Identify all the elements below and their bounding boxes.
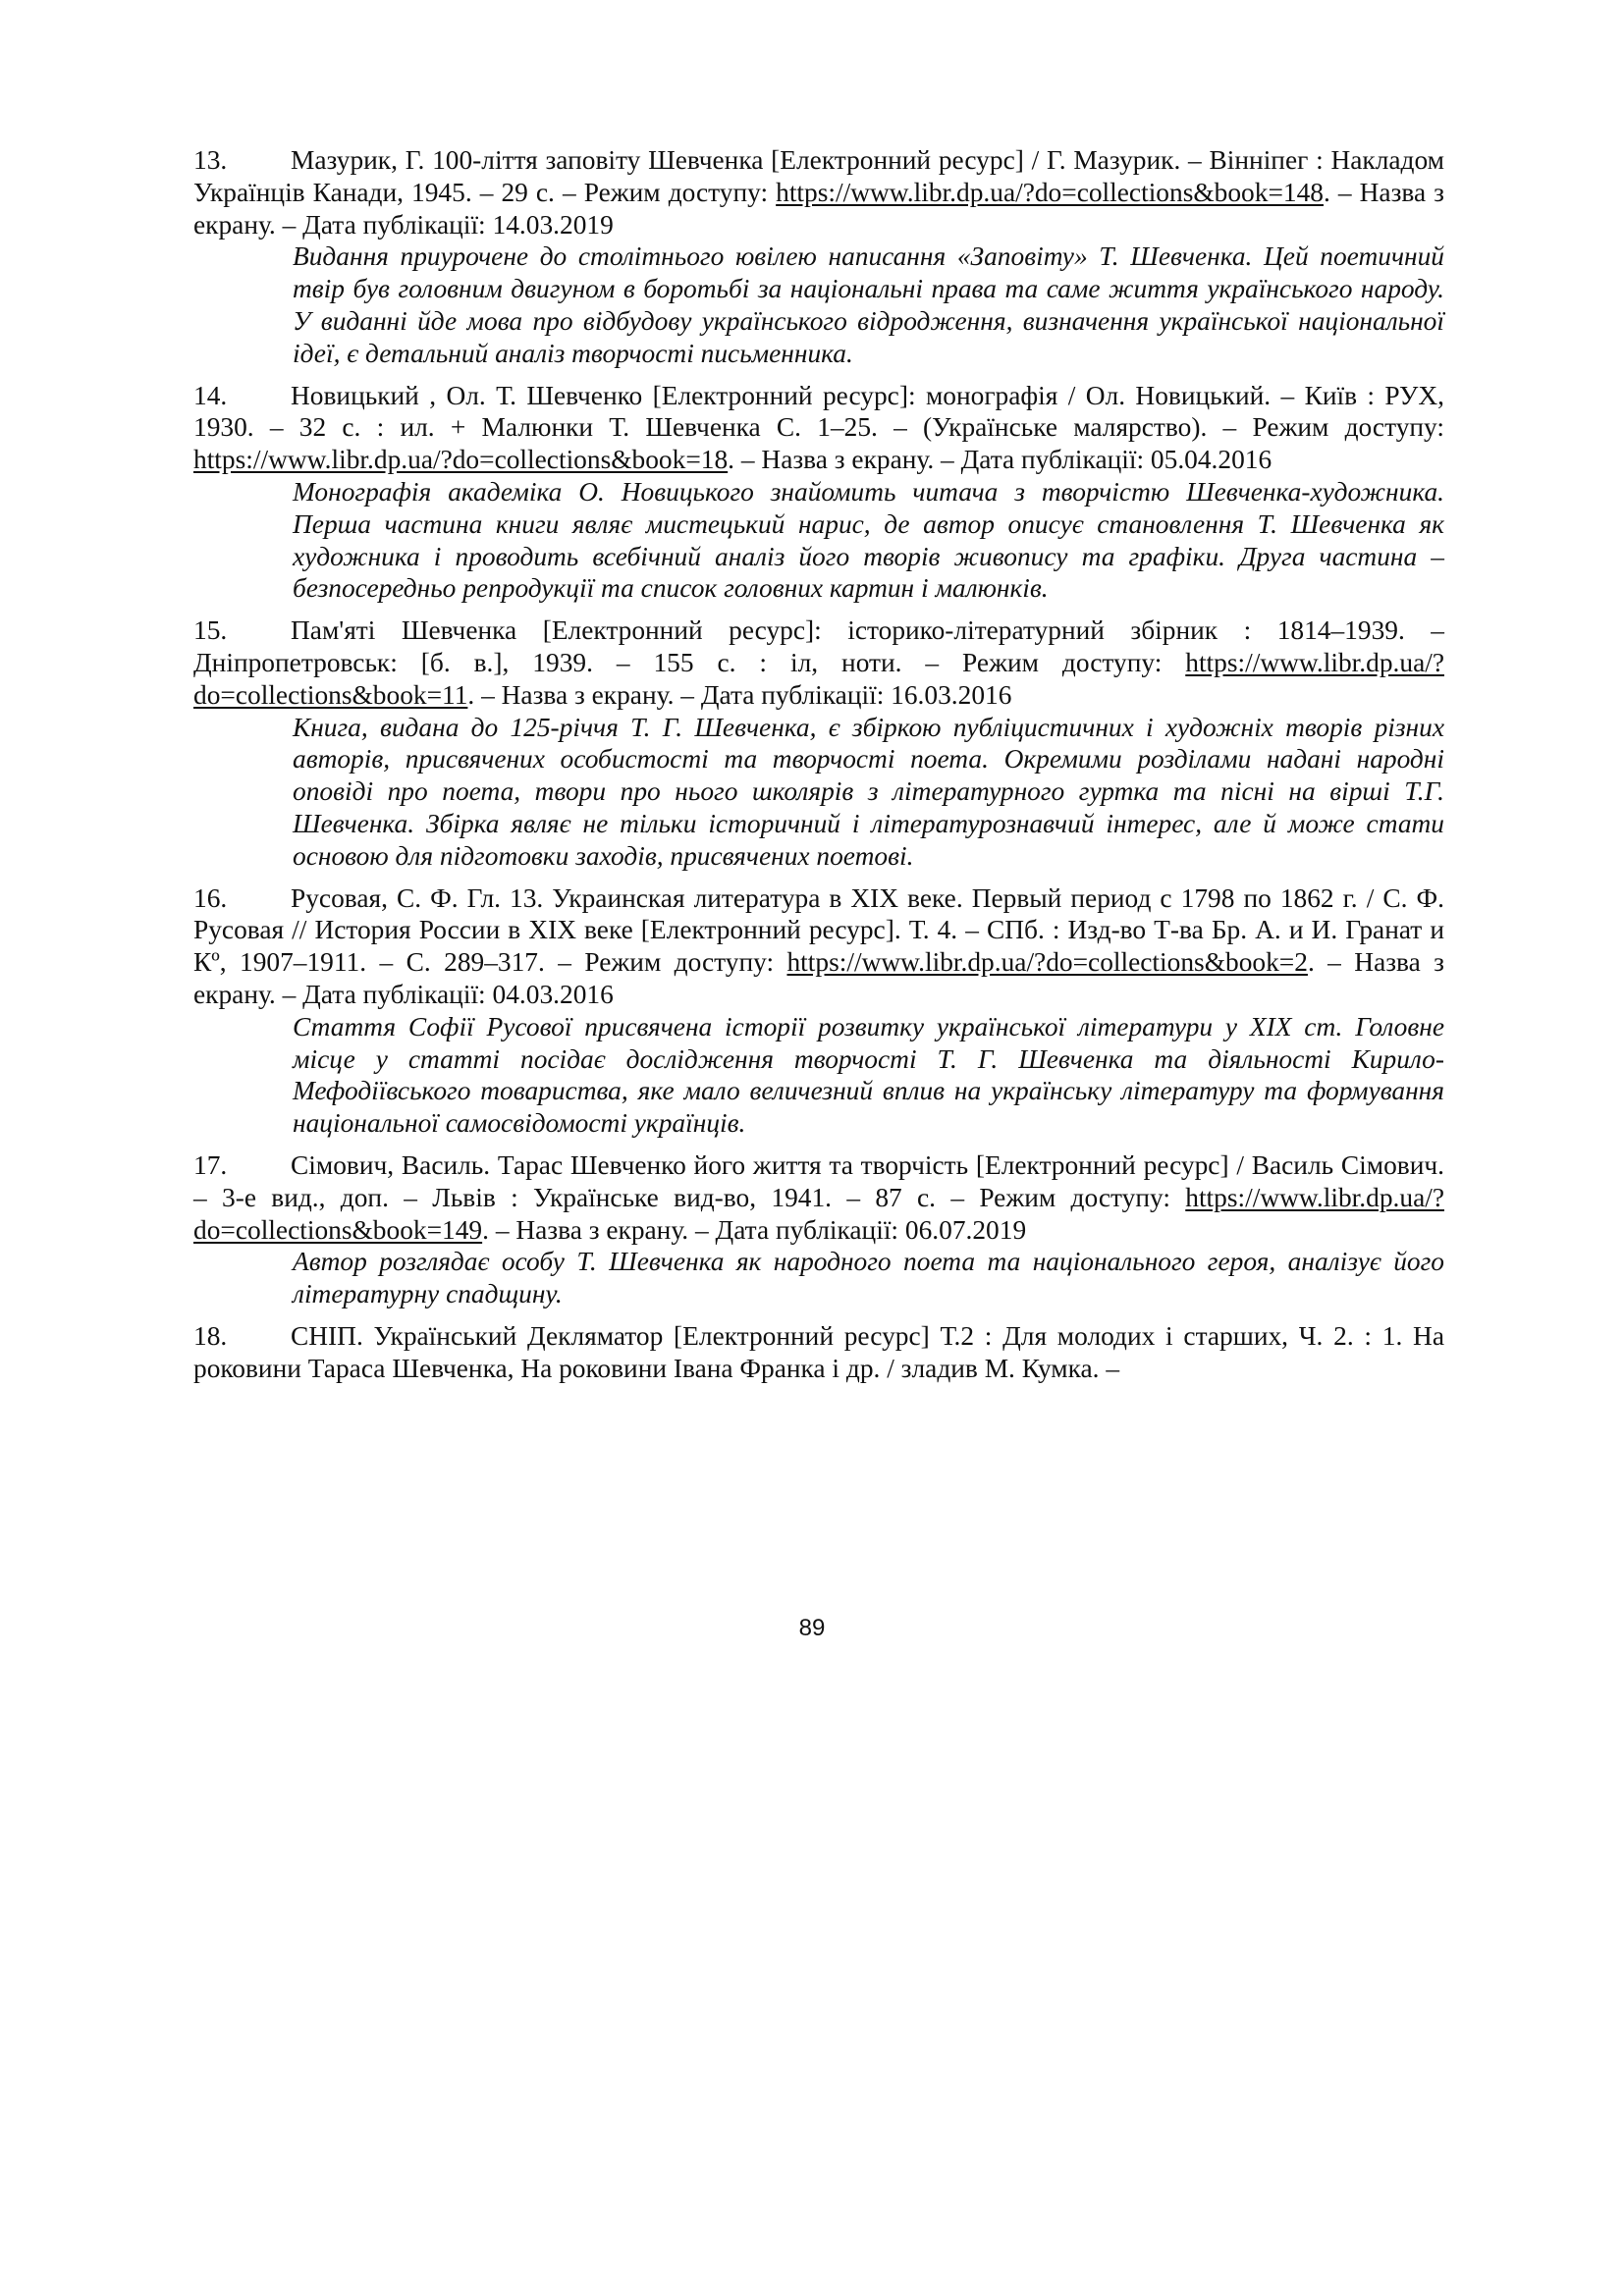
- citation-text: Пам'яті Шевченка [Електронний ресурс]: історико-літературний збірник : 1814–1939. – Дніпропетровськ: [б. в.], 1939. – 155 с. : іл, ноти. – Режим доступу:: [193, 615, 1444, 677]
- citation-text: Русовая, С. Ф. Гл. 13. Украинская литература в XIX веке. Первый период с 1798 по 1862 г. / С. Ф. Русовая // История России в XIX веке [Електронний ресурс]. Т. 4. – СПб. : Изд-во Т-ва Бр. А. и И. Гранат и Кº, 1907–1911. – С. 289–317. – Режим доступу:: [193, 882, 1444, 978]
- entry-citation: [193, 614, 1444, 711]
- entry-number: 14.: [193, 380, 228, 410]
- entry-annotation: Автор розглядає особу Т. Шевченка як народного поета та національного героя, аналізує його літературну спадщину.: [293, 1247, 1444, 1309]
- access-link[interactable]: https://www.libr.dp.ua/?do=collections&book=149: [193, 1182, 1444, 1245]
- bibliography-entry-13: [193, 144, 1444, 370]
- entry-number: 17.: [193, 1149, 228, 1180]
- entry-citation: [193, 882, 1444, 1011]
- citation-tail: . – Назва з екрану. – Дата публікації: 06.07.2019: [482, 1214, 1027, 1245]
- entry-citation: [193, 380, 1444, 476]
- citation-text: Сімович, Василь. Тарас Шевченко його життя та творчість [Електронний ресурс] / Василь Сімович. – 3-е вид., доп. – Львів : Українське вид-во, 1941. – 87 с. – Режим доступу:: [193, 1149, 1444, 1212]
- entry-number: 18.: [193, 1320, 228, 1351]
- bibliography-entry-16: [193, 882, 1444, 1140]
- entry-number: 16.: [193, 882, 228, 913]
- bibliography-entry-17: [193, 1149, 1444, 1310]
- citation-text: Новицький , Ол. Т. Шевченко [Електронний ресурс]: монографія / Ол. Новицький. – Київ : РУХ, 1930. – 32 с. : ил. + Малюнки Т. Шевченка С. 1–25. – (Українське малярство). – Режим доступу:: [193, 380, 1444, 443]
- entry-annotation: Стаття Софії Русової присвячена історії розвитку української літератури у XIX ст. Головне місце у статті посідає дослідження творчості Т. Г. Шевченка та діяльності Кирило-Мефодіївського товариства, яке мало величезний вплив на українську літературу та формування національної самосвідомості українців.: [293, 1011, 1444, 1139]
- entry-annotation: Монографія академіка О. Новицького знайомить читача з творчістю Шевченка-художника. Перша частина книги являє мистецький нарис, де автор описує становлення Т. Шевченка як художника і проводить всебічний аналіз його творів живопису та графіки. Друга частина – безпосередньо репродукції та список головних картин і малюнків.: [293, 476, 1444, 604]
- page-number: 89: [798, 1615, 826, 1641]
- entry-number: 13.: [193, 145, 228, 175]
- access-link[interactable]: https://www.libr.dp.ua/?do=collections&book=148: [776, 177, 1324, 207]
- access-link[interactable]: https://www.libr.dp.ua/?do=collections&book=11: [193, 647, 1444, 710]
- bibliography-entry-15: [193, 614, 1444, 872]
- access-link[interactable]: https://www.libr.dp.ua/?do=collections&book=18: [193, 445, 729, 475]
- citation-tail: . – Назва з екрану. – Дата публікації: 16.03.2016: [467, 679, 1012, 710]
- access-link[interactable]: https://www.libr.dp.ua/?do=collections&book=2: [786, 947, 1308, 978]
- citation-text: СНІП. Український Декляматор [Електронний ресурс] Т.2 : Для молодих і старших, Ч. 2. : 1. На роковини Тараса Шевченка, На роковини Івана Франка і др. / зладив М. Кумка. –: [193, 1320, 1444, 1383]
- bibliography-entry-14: [193, 380, 1444, 606]
- citation-text: Мазурик, Г. 100-ліття заповіту Шевченка [Електронний ресурс] / Г. Мазурик. – Вінніпег : Накладом Українців Канади, 1945. – 29 с. – Режим доступу:: [193, 145, 1444, 207]
- entry-citation: [193, 1320, 1444, 1385]
- entry-annotation: Книга, видана до 125-річчя Т. Г. Шевченка, є збіркою публіцистичних і художніх творів різних авторів, присвячених особистості та творчості поета. Окремими розділами надані народні оповіді про поета, твори про нього школярів з літературного гуртка та пісні на вірші Т.Г. Шевченка. Збірка являє не тільки історичний і літературознавчий інтерес, але й може стати основою для підготовки заходів, присвячених поетові.: [293, 712, 1444, 871]
- citation-tail: . – Назва з екрану. – Дата публікації: 04.03.2016: [193, 947, 1444, 1009]
- bibliography-entry-18: [193, 1320, 1444, 1385]
- document-page: [193, 144, 1444, 1394]
- entry-number: 15.: [193, 615, 228, 646]
- citation-tail: . – Назва з екрану. – Дата публікації: 14.03.2019: [193, 177, 1444, 240]
- entry-annotation: Видання приурочене до столітнього ювілею написання «Заповіту» Т. Шевченка. Цей поетичний твір був головним двигуном в боротьбі за національні права та саме життя українського народу. У виданні йде мова про відбудову українського відродження, визначення української національної ідеї, є детальний аналіз творчості письменника.: [293, 241, 1444, 368]
- entry-citation: [193, 144, 1444, 240]
- citation-tail: . – Назва з екрану. – Дата публікації: 05.04.2016: [728, 445, 1272, 475]
- entry-citation: [193, 1149, 1444, 1246]
